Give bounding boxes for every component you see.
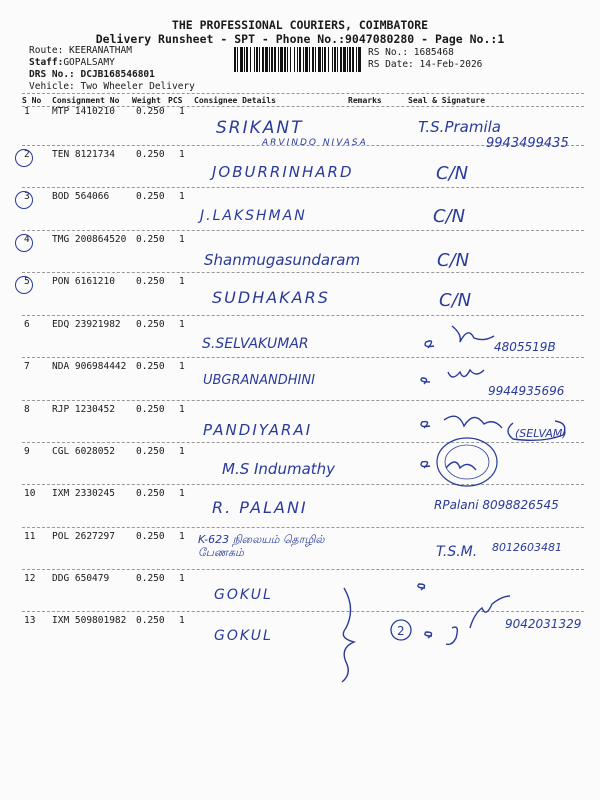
hw-name: R. PALANI <box>212 498 308 517</box>
hw-name: Shanmugasundaram <box>204 251 361 269</box>
row-consignment: BOD 564066 <box>52 191 110 202</box>
hw-signature: RPalani 8098826545 <box>434 498 559 512</box>
row-sno: 6 <box>24 319 30 330</box>
row-pcs: 1 <box>179 191 185 202</box>
row-weight: 0.250 <box>136 319 165 330</box>
row-pcs: 1 <box>179 615 185 626</box>
row-consignment: RJP 1230452 <box>52 404 115 415</box>
rs-date: RS Date: 14-Feb-2026 <box>368 59 483 70</box>
row-consignment: POL 2627297 <box>52 531 115 542</box>
hw-name: J.LAKSHMAN <box>200 208 307 224</box>
row-sno: 8 <box>24 404 30 415</box>
row-sno: 2 <box>24 149 30 160</box>
row-sno: 4 <box>24 234 30 245</box>
hw-name: JOBURRINHARD <box>212 163 354 181</box>
hw-signature: 9042031329 <box>505 617 582 631</box>
row-weight: 0.250 <box>136 615 165 626</box>
col-consignee: Consignee Details <box>194 96 276 105</box>
hw-name: S.SELVAKUMAR <box>202 336 309 352</box>
hw-name: SRIKANT <box>216 118 304 138</box>
row-sno: 9 <box>24 446 30 457</box>
hw-signature: (SELVAM) <box>515 427 567 440</box>
hw-signature: C/N <box>433 206 466 227</box>
row-sno: 7 <box>24 361 30 372</box>
row-consignment: MTP 1410210 <box>52 106 115 117</box>
row-consignment: DDG 650479 <box>52 573 110 584</box>
row-pcs: 1 <box>179 319 185 330</box>
row-weight: 0.250 <box>136 404 165 415</box>
row-pcs: 1 <box>179 276 185 287</box>
row-weight: 0.250 <box>136 149 165 160</box>
row-sno: 13 <box>24 615 36 626</box>
row-consignment: TMG 200864520 <box>52 234 127 245</box>
row-pcs: 1 <box>179 149 185 160</box>
drs-number: DCJB168546801 <box>80 69 155 80</box>
hw-name: UBGRANANDHINI <box>203 373 315 388</box>
drs-label: DRS No.: <box>29 69 75 80</box>
row-weight: 0.250 <box>136 191 165 202</box>
hw-name: GOKUL <box>214 628 273 644</box>
hw-signature: 9944935696 <box>488 384 565 398</box>
row-consignment: PON 6161210 <box>52 276 115 287</box>
row-sno: 1 <box>24 106 30 117</box>
row-sno: 3 <box>24 191 30 202</box>
row-pcs: 1 <box>179 361 185 372</box>
col-weight: Weight <box>132 96 161 105</box>
hw-signature: C/N <box>436 163 469 184</box>
row-weight: 0.250 <box>136 276 165 287</box>
hw-signature: C/N <box>439 290 472 311</box>
hw-name: GOKUL <box>214 587 273 603</box>
hw-name: ARVINDO NIVASA <box>262 138 368 148</box>
row-pcs: 1 <box>179 446 185 457</box>
row-weight: 0.250 <box>136 361 165 372</box>
row-weight: 0.250 <box>136 106 165 117</box>
row-pcs: 1 <box>179 404 185 415</box>
hw-name: PANDIYARAI <box>203 421 313 439</box>
hw-name: M.S Indumathy <box>222 460 336 478</box>
hw-signature: 8012603481 <box>492 541 562 554</box>
hw-name: SUDHAKARS <box>212 288 330 307</box>
row-sno: 12 <box>24 573 36 584</box>
hw-signature: 4805519B <box>494 340 556 354</box>
staff-name: GOPALSAMY <box>63 57 115 68</box>
col-consignment: Consignment No <box>52 96 120 105</box>
row-consignment: IXM 509801982 <box>52 615 127 626</box>
row-consignment: TEN 8121734 <box>52 149 115 160</box>
col-sno: S No <box>22 96 42 105</box>
row-weight: 0.250 <box>136 573 165 584</box>
row-consignment: NDA 906984442 <box>52 361 127 372</box>
row-consignment: IXM 2330245 <box>52 488 115 499</box>
row-weight: 0.250 <box>136 531 165 542</box>
col-seal: Seal & Signature <box>408 96 486 105</box>
hw-signature: T.S.Pramila <box>418 118 501 136</box>
hw-signature: T.S.M. <box>436 544 478 560</box>
row-sno: 5 <box>24 276 30 287</box>
row-pcs: 1 <box>179 531 185 542</box>
staff-label: Staff: <box>29 57 64 68</box>
row-sno: 11 <box>24 531 36 542</box>
route-label: Route: KEERANATHAM <box>29 45 132 56</box>
row-sno: 10 <box>24 488 36 499</box>
vehicle-label: Vehicle: Two Wheeler Delivery <box>29 81 195 92</box>
rs-number: RS No.: 1685468 <box>368 47 454 58</box>
row-consignment: EDQ 23921982 <box>52 319 121 330</box>
row-pcs: 1 <box>179 488 185 499</box>
row-weight: 0.250 <box>136 488 165 499</box>
row-weight: 0.250 <box>136 234 165 245</box>
col-remarks: Remarks <box>348 96 382 105</box>
row-consignment: CGL 6028052 <box>52 446 115 457</box>
company-title: THE PROFESSIONAL COURIERS, COIMBATORE <box>171 18 429 32</box>
row-pcs: 1 <box>179 106 185 117</box>
hw-signature: C/N <box>437 250 470 271</box>
runsheet-subtitle: Delivery Runsheet - SPT - Phone No.:9047080280 - Page No.:1 <box>95 32 505 46</box>
row-pcs: 1 <box>179 234 185 245</box>
hw-signature: 9943499435 <box>486 136 569 151</box>
row-weight: 0.250 <box>136 446 165 457</box>
row-pcs: 1 <box>179 573 185 584</box>
hw-name: K-623 நிலையம் தொழில் பேணகம் <box>198 533 325 559</box>
col-pcs: PCS <box>168 96 183 105</box>
svg-text:2: 2 <box>397 624 405 638</box>
